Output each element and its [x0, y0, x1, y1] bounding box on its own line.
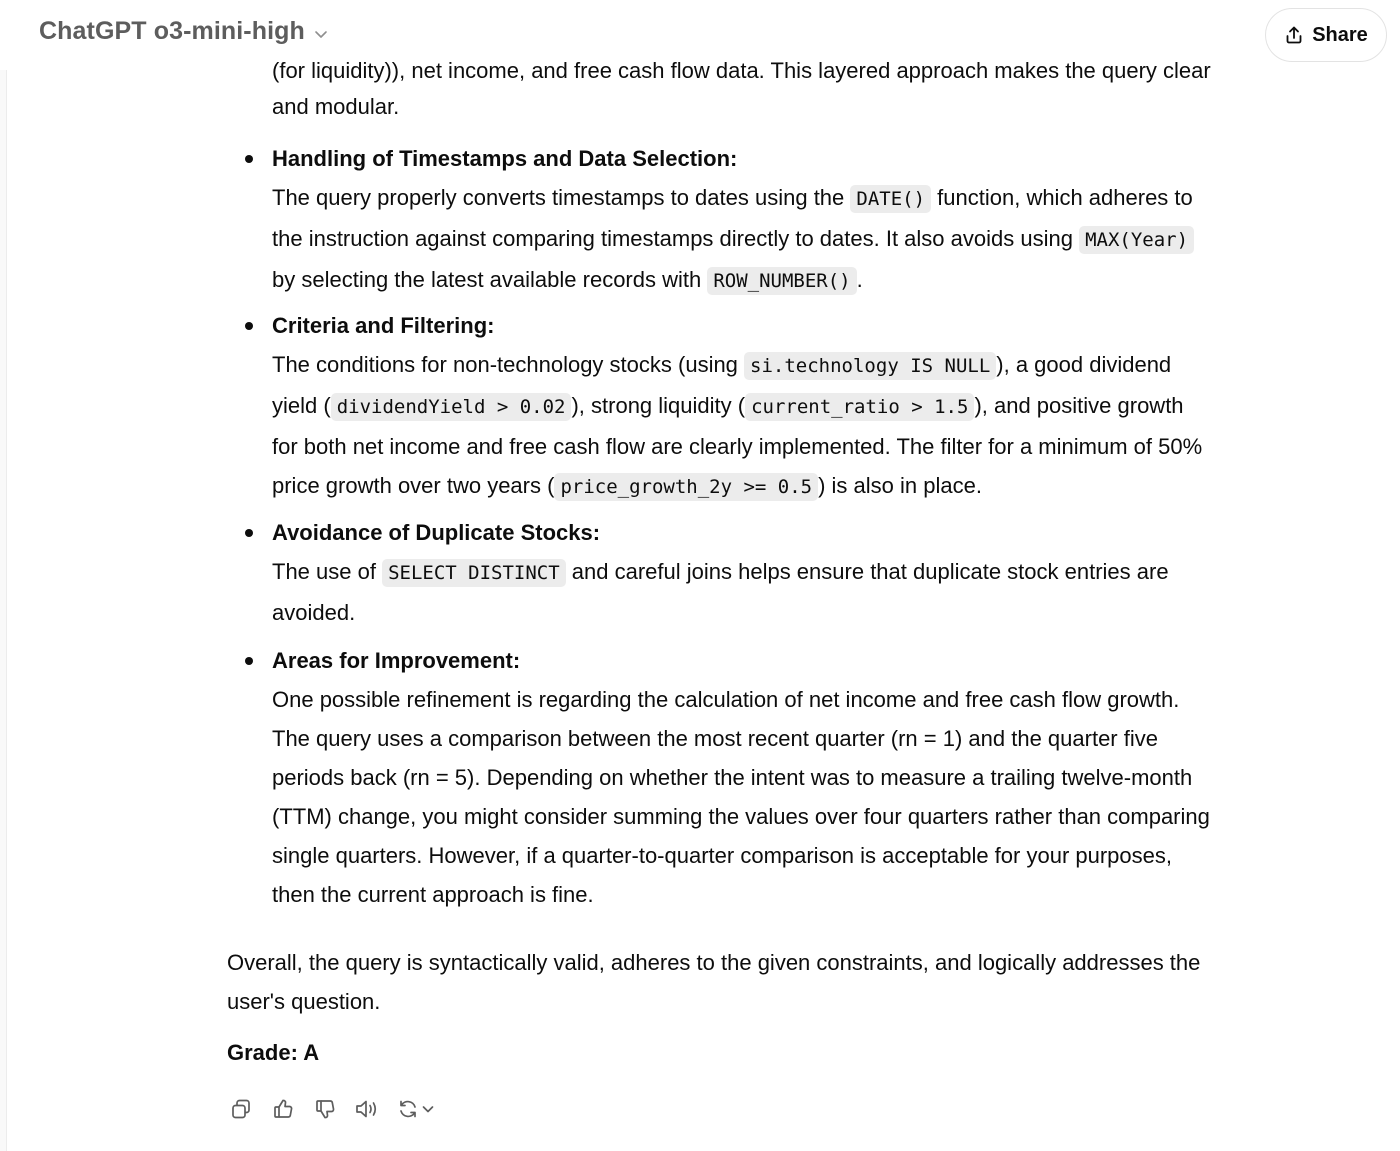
text-segment: yield ( — [272, 393, 331, 418]
inline-code: dividendYield > 0.02 — [331, 393, 572, 421]
inline-code: MAX(Year) — [1079, 226, 1194, 254]
good-response-button[interactable] — [271, 1094, 295, 1124]
copy-button[interactable] — [229, 1094, 253, 1124]
inline-code: current_ratio > 1.5 — [745, 393, 974, 421]
text-line — [272, 466, 1257, 507]
grade: Grade: A — [227, 1040, 320, 1065]
intro-tail: and modular. — [272, 94, 400, 119]
text-segment: (TTM) change, you might consider summing the values over four quarters rather than comparing — [272, 804, 1210, 829]
summary-line: user's question. — [227, 989, 381, 1014]
text-line — [272, 260, 1257, 301]
text-segment: ), a good dividend — [996, 352, 1172, 377]
text-segment: The conditions for non-technology stocks (using — [272, 352, 745, 377]
list-item-title: Criteria and Filtering: — [272, 313, 495, 338]
inline-code: SELECT DISTINCT — [382, 559, 566, 587]
text-line — [272, 219, 1257, 260]
text-line — [272, 345, 1257, 386]
text-segment: price growth over two years ( — [272, 473, 555, 498]
list-item-body — [272, 306, 1257, 507]
thumbs-down-icon — [314, 1098, 336, 1120]
list-item-body — [272, 139, 1257, 301]
message-actions — [229, 1094, 435, 1124]
bullet-dot — [245, 657, 253, 665]
list-item-title: Handling of Timestamps and Data Selection: — [272, 146, 738, 171]
text-line — [272, 427, 1257, 466]
text-segment: The query properly converts timestamps to dates using the — [272, 185, 851, 210]
inline-code: DATE() — [850, 185, 931, 213]
text-line — [272, 836, 1257, 875]
text-segment: for both net income and free cash flow are clearly implemented. The filter for a minimum of 50% — [272, 434, 1203, 459]
inline-code: price_growth_2y >= 0.5 — [554, 473, 818, 501]
read-aloud-button[interactable] — [355, 1094, 379, 1124]
text-segment: ), and positive growth — [974, 393, 1184, 418]
list-item-body — [272, 513, 1257, 632]
text-line — [272, 593, 1257, 632]
text-segment: . — [856, 267, 863, 292]
list-item-title: Avoidance of Duplicate Stocks: — [272, 520, 601, 545]
read-aloud-icon — [354, 1098, 380, 1120]
regenerate-button[interactable] — [397, 1098, 435, 1120]
share-label: Share — [1312, 23, 1368, 46]
text-segment: function, which adheres to — [931, 185, 1193, 210]
text-segment: periods back (rn = 5). Depending on whether the intent was to measure a trailing twelve-month — [272, 765, 1193, 790]
model-name: ChatGPT o3-mini-high — [39, 17, 305, 45]
text-line — [272, 758, 1257, 797]
regenerate-icon — [397, 1098, 419, 1120]
list-item-title: Areas for Improvement: — [272, 648, 521, 673]
text-segment: One possible refinement is regarding the calculation of net income and free cash flow growth. — [272, 687, 1180, 712]
text-line — [272, 680, 1257, 719]
share-icon — [1284, 25, 1304, 45]
text-segment: avoided. — [272, 600, 356, 625]
text-segment: ) is also in place. — [818, 473, 982, 498]
text-segment: the instruction against comparing timestamps directly to dates. It also avoids using — [272, 226, 1080, 251]
text-line — [272, 797, 1257, 836]
text-line — [272, 552, 1257, 593]
chevron-down-icon — [421, 1102, 435, 1116]
thumbs-up-icon — [272, 1098, 294, 1120]
text-line — [272, 719, 1257, 758]
chevron-down-icon — [313, 26, 329, 42]
overall-summary — [227, 943, 1257, 1021]
bullet-dot — [245, 322, 253, 330]
text-line — [272, 875, 1257, 914]
inline-code: si.technology IS NULL — [744, 352, 996, 380]
model-selector[interactable] — [39, 17, 329, 46]
text-line — [272, 178, 1257, 219]
text-line — [272, 386, 1257, 427]
text-segment: ), strong liquidity ( — [571, 393, 746, 418]
text-segment: single quarters. However, if a quarter-to-quarter comparison is acceptable for your purposes, — [272, 843, 1172, 868]
bullet-dot — [245, 529, 253, 537]
text-segment: and careful joins helps ensure that duplicate stock entries are — [565, 559, 1169, 584]
text-segment: The query uses a comparison between the most recent quarter (rn = 1) and the quarter five — [272, 726, 1158, 751]
list-item-body — [272, 641, 1257, 914]
text-segment: then the current approach is fine. — [272, 882, 594, 907]
sidebar-edge — [0, 0, 7, 1151]
bullet-dot — [245, 155, 253, 163]
clipped-text-line: (for liquidity)), net income, and free cash flow data. This layered approach makes the query clear — [272, 58, 1211, 83]
share-button[interactable] — [1265, 8, 1387, 62]
inline-code: ROW_NUMBER() — [707, 267, 856, 295]
text-segment: The use of — [272, 559, 383, 584]
copy-icon — [230, 1098, 252, 1120]
summary-line: Overall, the query is syntactically valid, adheres to the given constraints, and logically addresses the — [227, 950, 1201, 975]
text-segment: by selecting the latest available records with — [272, 267, 708, 292]
bad-response-button[interactable] — [313, 1094, 337, 1124]
